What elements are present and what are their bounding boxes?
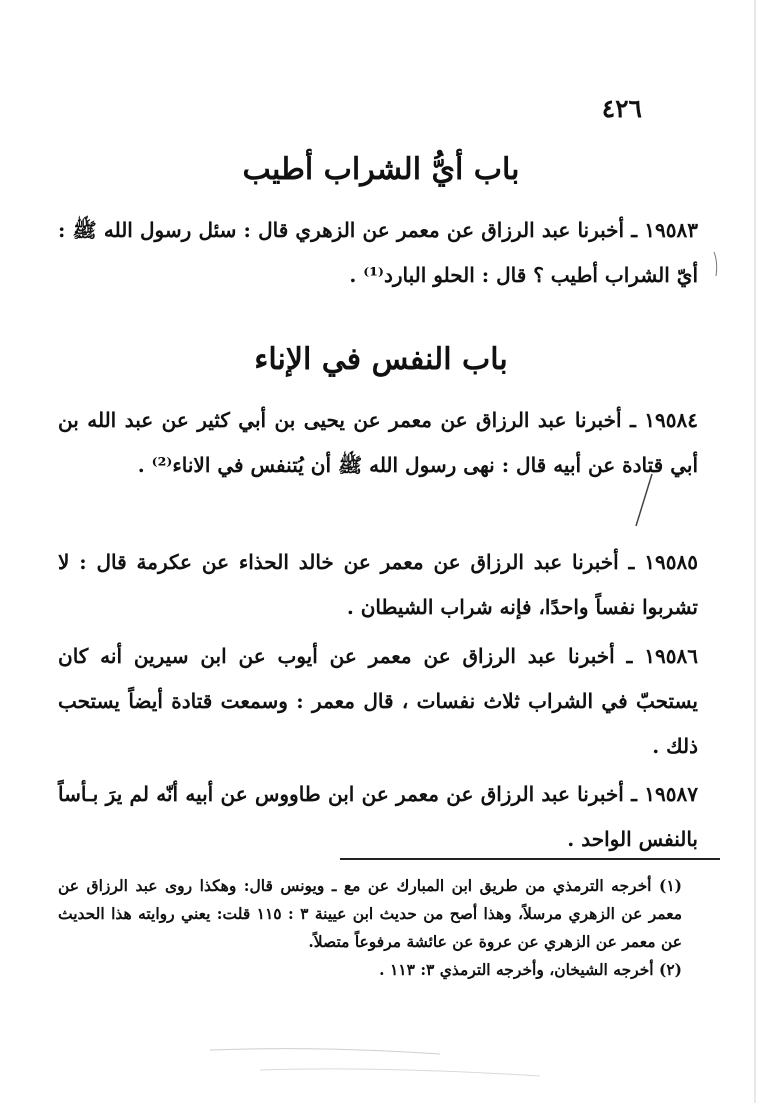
hadith-number: ١٩٥٨٤ [644,408,698,432]
hadith-text: أخبرنا عبد الرزاق عن معمر عن يحيى بن أبي كثير عن عبد الله بن أبي قتادة عن أبيه قال : نهى رسول الله ﷺ أن يُتنفس في الاناء⁽²⁾ . [58,408,698,477]
footnote: (٢) أخرجه الشيخان، وأخرجه الترمذي ٣: ١١٣ . [379,960,682,979]
hadith-paragraph: ١٩٥٨٦ ـ أخبرنا عبد الرزاق عن معمر عن أيوب عن ابن سيرين أنه كان يستحبّ في الشراب ثلاث نفسات ، قال معمر : وسمعت قتادة أيضاً يستحب ذلك . [58,644,698,758]
hadith-text: أخبرنا عبد الرزاق عن معمر عن ابن طاووس عن أبيه أنّه لم يرَ بـأساً بالنفس الواحد . [58,782,698,851]
hadith-paragraph: ١٩٥٨٣ ـ أخبرنا عبد الرزاق عن معمر عن الزهري قال : سئل رسول الله ﷺ : أيّ الشراب أطيب ؟ قال : الحلو البارد⁽¹⁾ . [58,218,698,287]
section-title: باب أيُّ الشراب أطيب [242,152,520,187]
page-number: ٤٢٦ [601,94,642,123]
hadith-paragraph: ١٩٥٨٧ ـ أخبرنا عبد الرزاق عن معمر عن ابن طاووس عن أبيه أنّه لم يرَ بـأساً بالنفس الواحد . [58,782,698,851]
footnote: (١) أخرجه الترمذي من طريق ابن المبارك عن مع ـ ويونس قال: وهكذا روى عبد الرزاق عن معمر عن الزهري مرسلاً، وهذا أصح من حديث ابن عيينة ٣ : ١١٥ قلت: يعني روايته هذا الحديث عن معمر عن الزهري عن عروة عن عائشة مرفوعاً متصلاً. [58,876,683,951]
hadith-text: أخبرنا عبد الرزاق عن معمر عن الزهري قال : سئل رسول الله ﷺ : أيّ الشراب أطيب ؟ قال : الحلو البارد⁽¹⁾ . [58,218,698,287]
section-title: باب النفس في الإناء [254,342,508,377]
hadith-number: ١٩٥٨٣ [644,218,698,242]
hadith-paragraph: ١٩٥٨٥ ـ أخبرنا عبد الرزاق عن معمر عن خالد الحذاء عن عكرمة قال : لا تشربوا نفساً واحدًا، فإنه شراب الشيطان . [58,550,698,619]
hadith-number: ١٩٥٨٥ [644,550,698,574]
hadith-number: ١٩٥٨٦ [644,644,698,668]
hadith-text: أخبرنا عبد الرزاق عن معمر عن أيوب عن ابن سيرين أنه كان يستحبّ في الشراب ثلاث نفسات ، قال معمر : وسمعت قتادة أيضاً يستحب ذلك . [58,644,698,758]
hadith-paragraph: ١٩٥٨٤ ـ أخبرنا عبد الرزاق عن معمر عن يحيى بن أبي كثير عن عبد الله بن أبي قتادة عن أبيه قال : نهى رسول الله ﷺ أن يُتنفس في الاناء⁽²⁾ . [58,408,698,477]
hadith-text: أخبرنا عبد الرزاق عن معمر عن خالد الحذاء عن عكرمة قال : لا تشربوا نفساً واحدًا، فإنه شراب الشيطان . [58,550,698,619]
hadith-number: ١٩٥٨٧ [644,782,698,806]
